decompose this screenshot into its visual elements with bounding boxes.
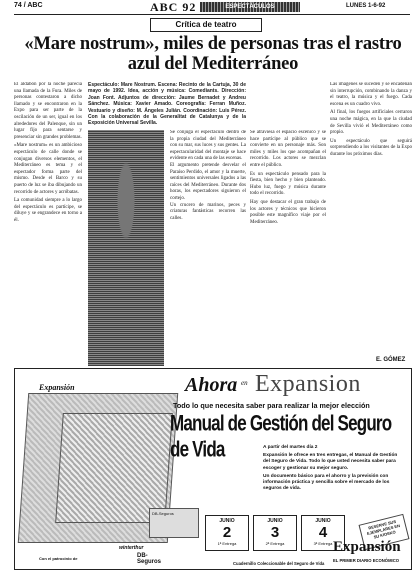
expansion-footer-tagline: EL PRIMER DIARIO ECONÓMICO [333, 558, 399, 563]
winterthur-logo: winterthur [119, 545, 144, 551]
date-day: 2 [222, 524, 232, 541]
date-card-2 [253, 515, 297, 551]
paragraph: Se atraviesa el espacio escénico y se hace partícipe al público que se convierte en un personaje más. Son miles y miles los que acompañan el recorrido. Los actores se mezclan entre el público. [250, 130, 326, 168]
issue-date: LUNES 1-6-92 [346, 3, 386, 9]
article-column-2b [170, 130, 246, 366]
paragraph: Un espectáculo que seguirá sorprendiendo a los visitantes de la Expo durante los próximos días. [330, 138, 412, 157]
page-header [0, 0, 420, 14]
paragraph: Las imágenes se suceden y se encadenan sin interrupción, combinando la danza y el teatro, la música y el fuego. Cada escena es un cuadro vivo. [330, 82, 412, 107]
paragraph: Hay que destacar el gran trabajo de los actores y técnicos que hicieron posible este magnífico viaje por el Mediterráneo. [250, 199, 326, 225]
article-photo [88, 130, 164, 366]
article-kicker: Crítica de teatro [150, 18, 262, 32]
expansion-logo: Expansion [255, 371, 361, 397]
page-number: 74 / ABC [14, 2, 43, 9]
paragraph: Es un espectáculo pensado para la fiesta, bien hecho y bien planteado. Hubo luz, fuego y música durante todo el recorrido. [250, 171, 326, 197]
article-headline: «Mare nostrum», miles de personas tras el rastro azul del Mediterráneo [24, 34, 402, 74]
date-entrega: 2ª Entrega [265, 541, 285, 546]
date-day: 4 [318, 524, 328, 541]
article-byline: E. GÓMEZ [376, 357, 406, 363]
article-credits: Espectáculo: Mare Nostrum. Escena: Recinto de la Cartuja, 30 de mayo de 1992. Idea, acción y música: Comediants. Dirección: Joan Font. Adjuntos de dirección: Jaume Bernadet y Andreu Sánchez. Música: Xavier Amado. Coreografía: Ferran Muñoz. Vestuario y diseño: M. Ángeles Julián. Coordinación: Luis Pérez. Con la colaboración de la Generalitat de Catalunya y de la Exposición Universal Sevilla. [88, 82, 246, 127]
ad-paragraph: Expansión le ofrece en tres entregas, el Manual de Gestión del Seguro de Vida. Todo lo que usted necesita saber para escoger y gestionar su mejor seguro. [263, 453, 398, 471]
article-column-4 [330, 82, 412, 354]
paragraph: Al final, los fuegos artificiales cerraron una noche mágica, en la que la ciudad de Sevilla vivió el Mediterráneo como propio. [330, 110, 412, 136]
paragraph: El aldabón por la noche parecía una llamada de la Fura. Miles de personas contestaron a dicho llamado y se encontraron en la Expo para ser parte de la oscilación de un ser, igual en los alrededores del Palenque, sin un lugar fijo para sentarse y presenciar sin grandes problemas. [14, 82, 82, 140]
ad-tagline: Todo lo que necesita saber para realizar la mejor elección [173, 401, 370, 410]
ad-ahora: Ahora [185, 374, 238, 396]
expansion-footer-logo: Expansión [333, 539, 401, 555]
date-month: JUNIO [267, 518, 283, 524]
ad-card: DB-Seguros [149, 508, 199, 538]
ad-sponsor-note: Con el patrocinio de [39, 556, 78, 561]
date-day: 3 [270, 524, 280, 541]
date-month: JUNIO [315, 518, 331, 524]
paragraph: La comunidad siempre a lo largo del espectáculo es partícipe, se diluye y se engrandece en torno a él. [14, 198, 82, 223]
header-rule [14, 14, 410, 15]
ad-paragraph: A partir del martes día 2 [263, 445, 318, 450]
ad-body [263, 445, 403, 494]
article-column-3 [250, 130, 326, 366]
date-entrega: 1ª Entrega [217, 541, 237, 546]
ad-paragraph: Un documento básico para el ahorro y la previsión con información práctica y sencilla sobre el mercado de los seguros de vida. [263, 473, 390, 492]
db-seguros-logo: DB-Seguros [137, 553, 162, 565]
date-month: JUNIO [219, 518, 235, 524]
date-card-1 [205, 515, 249, 551]
ad-title: Manual de Gestión del Seguro de Vida [170, 411, 392, 462]
masthead: ABC 92 [150, 0, 197, 14]
ad-footline: Cuadernillo Coleccionable del Seguro de Vida [233, 561, 325, 566]
paragraph: El argumento pretende desvelar el Paraíso Perdido, el amor y la muerte, sentimientos universales ligados a las raíces del Mediterráneo. Durante dos horas, los espectadores siguieron el cortejo. [170, 162, 246, 201]
paragraph: Se conjuga el espectáculo dentro de la propia ciudad del Mediterráneo con su mar, sus luces y sus gentes. La espectacularidad del montaje se hace evidente en cada una de las escenas. [170, 130, 246, 162]
paragraph: Un crucero de marinos, peces y criaturas fantásticas recorren las calles. [170, 202, 246, 221]
ad-product-image [19, 373, 174, 569]
ad-en: en [241, 379, 248, 387]
section-tag: ESPECTÁCULOS [200, 2, 300, 12]
delivery-dates [205, 515, 345, 551]
article-column-1 [14, 82, 82, 366]
ad-brand-left: Expansión [39, 383, 75, 392]
date-entrega: 3ª Entrega [313, 541, 333, 546]
document-stack-front [55, 413, 173, 523]
paragraph: «Mare nostrum» es un ambicioso espectáculo de calle donde se conjugan diversos elementos, el Mediterráneo es tema y el espectador forma parte del mismo. Desde el Barco y su puerto de luz se iba dibujando un recorrido de actores y acróbatas. [14, 143, 82, 195]
advertisement[interactable] [14, 368, 412, 570]
reserve-stamp: RESERVE SUS EJEMPLARES EN SU KIOSKO [359, 514, 410, 550]
